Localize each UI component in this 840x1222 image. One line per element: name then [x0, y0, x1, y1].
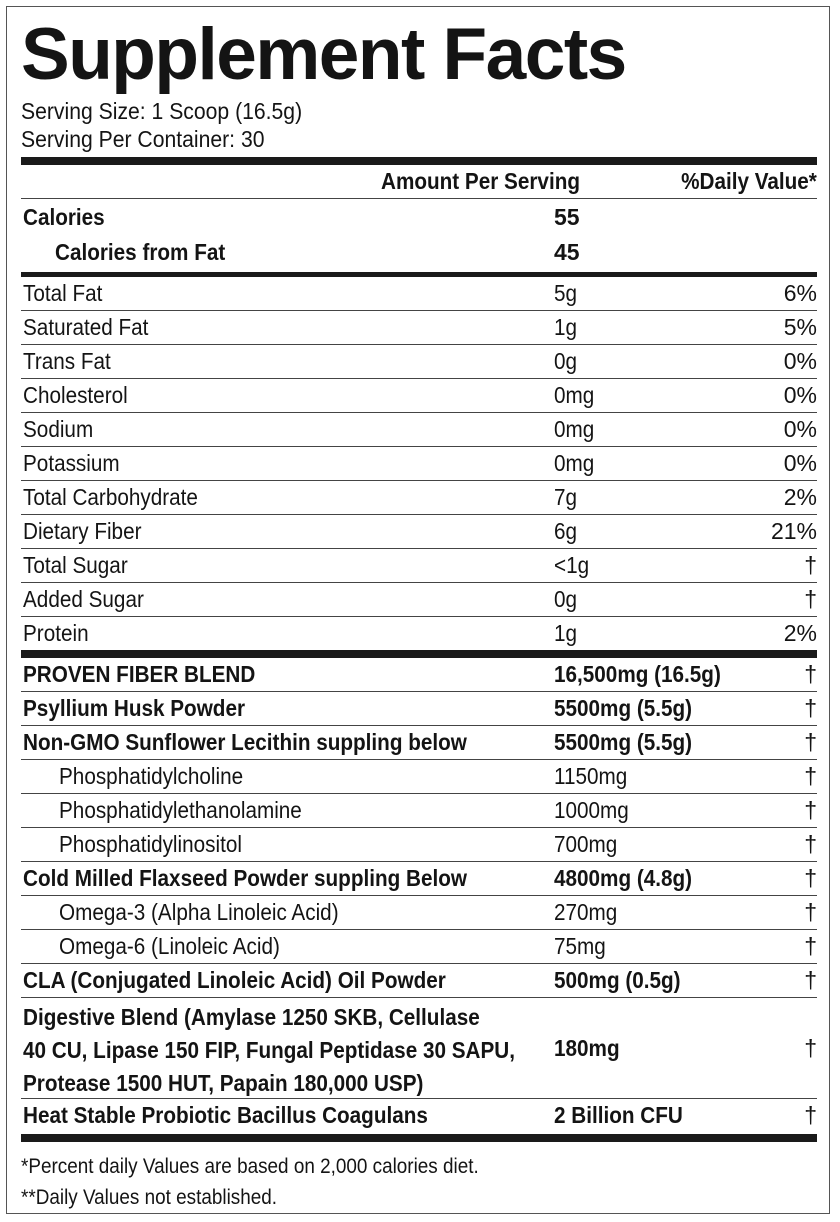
- table-row: [21, 794, 817, 827]
- row-name: Total Fat: [23, 280, 103, 306]
- table-row: [21, 964, 817, 997]
- table-row: [21, 726, 817, 759]
- calories-row: [21, 201, 817, 234]
- row-name: Saturated Fat: [23, 314, 149, 340]
- row-daily-value: 0%: [783, 382, 817, 408]
- servings-per-container: Serving Per Container: 30: [21, 126, 265, 152]
- row-name: Cholesterol: [23, 382, 128, 408]
- row-daily-value: †: [804, 552, 817, 578]
- row-daily-value: †: [804, 899, 817, 925]
- table-row: [21, 345, 817, 378]
- row-daily-value: 0%: [783, 348, 817, 374]
- row-name: Sodium: [23, 416, 94, 442]
- table-row: [21, 515, 817, 548]
- row-daily-value: †: [804, 797, 817, 823]
- table-row: [21, 413, 817, 446]
- row-daily-value: 21%: [770, 518, 817, 544]
- digestive-blend-amount: 180mg: [554, 1035, 620, 1061]
- probiotic-name: Heat Stable Probiotic Bacillus Coagulans: [23, 1102, 428, 1128]
- row-daily-value: 6%: [783, 280, 817, 306]
- row-daily-value: †: [804, 865, 817, 891]
- table-row: [21, 760, 817, 793]
- row-amount: 0g: [554, 348, 578, 374]
- row-name: Cold Milled Flaxseed Powder suppling Below: [23, 865, 467, 891]
- row-amount: 16,500mg (16.5g): [554, 661, 721, 687]
- divider-thick: [21, 1134, 817, 1142]
- supplement-facts-panel: [6, 6, 830, 1214]
- table-row: [21, 549, 817, 582]
- row-amount: 0g: [554, 586, 578, 612]
- row-daily-value: †: [804, 831, 817, 857]
- table-row: [21, 617, 817, 650]
- row-amount: 5500mg (5.5g): [554, 695, 693, 721]
- row-daily-value: †: [804, 967, 817, 993]
- calories-from-fat-label: Calories from Fat: [55, 239, 226, 265]
- table-row: [21, 658, 817, 691]
- digestive-blend-name: Digestive Blend (Amylase 1250 SKB, Cellulase 40 CU, Lipase 150 FIP, Fungal Peptidase 30 SAPU, Protease 1500 HUT, Papain 180,000 USP): [23, 1004, 516, 1096]
- row-name: Total Sugar: [23, 552, 128, 578]
- row-amount: 700mg: [554, 831, 618, 857]
- table-row: [21, 481, 817, 514]
- nutrient-list: [21, 277, 817, 650]
- row-name: Added Sugar: [23, 586, 144, 612]
- footnote-not-established: **Daily Values not established.: [21, 1186, 278, 1209]
- column-header: [21, 165, 817, 198]
- panel-content: [21, 7, 817, 1213]
- calories-label: Calories: [23, 204, 105, 230]
- table-row: [21, 311, 817, 344]
- digestive-blend-dagger: †: [804, 1035, 817, 1061]
- calories-amount: 55: [554, 204, 580, 230]
- row-daily-value: †: [804, 586, 817, 612]
- row-name: Total Carbohydrate: [23, 484, 198, 510]
- probiotic-amount: 2 Billion CFU: [554, 1102, 683, 1128]
- divider-thick: [21, 157, 817, 165]
- row-name: Protein: [23, 620, 89, 646]
- row-amount: 5500mg (5.5g): [554, 729, 693, 755]
- digestive-blend-row: [21, 998, 817, 1098]
- row-name: Trans Fat: [23, 348, 111, 374]
- table-row: [21, 379, 817, 412]
- row-name: Dietary Fiber: [23, 518, 142, 544]
- table-row: [21, 692, 817, 725]
- row-daily-value: 2%: [783, 620, 817, 646]
- row-daily-value: †: [804, 763, 817, 789]
- row-name: Non-GMO Sunflower Lecithin suppling below: [23, 729, 467, 755]
- row-daily-value: 0%: [783, 416, 817, 442]
- row-daily-value: 2%: [783, 484, 817, 510]
- row-amount: 4800mg (4.8g): [554, 865, 693, 891]
- table-row: [21, 828, 817, 861]
- blend-list: [21, 658, 817, 998]
- table-row: [21, 930, 817, 963]
- row-amount: 0mg: [554, 416, 595, 442]
- row-amount: 75mg: [554, 933, 606, 959]
- table-row: [21, 896, 817, 929]
- calories-from-fat-row: [21, 236, 817, 269]
- row-daily-value: †: [804, 729, 817, 755]
- row-amount: 0mg: [554, 450, 595, 476]
- footnote-daily-values: *Percent daily Values are based on 2,000 calories diet.: [21, 1155, 479, 1178]
- row-daily-value: 0%: [783, 450, 817, 476]
- row-amount: 270mg: [554, 899, 618, 925]
- footnotes: [21, 1151, 817, 1213]
- row-daily-value: †: [804, 695, 817, 721]
- table-row: [21, 447, 817, 480]
- row-amount: 1g: [554, 314, 578, 340]
- divider-thick: [21, 650, 817, 658]
- table-row: [21, 583, 817, 616]
- row-name: Psyllium Husk Powder: [23, 695, 246, 721]
- calories-from-fat-amount: 45: [554, 239, 580, 265]
- daily-value-header: %Daily Value*: [681, 168, 817, 194]
- row-name: Potassium: [23, 450, 120, 476]
- row-name: CLA (Conjugated Linoleic Acid) Oil Powder: [23, 967, 446, 993]
- row-name: Phosphatidylethanolamine: [59, 797, 302, 823]
- row-amount: 1000mg: [554, 797, 629, 823]
- row-name: Phosphatidylinositol: [59, 831, 242, 857]
- row-amount: 7g: [554, 484, 578, 510]
- row-amount: 0mg: [554, 382, 595, 408]
- row-name: Omega-6 (Linoleic Acid): [59, 933, 280, 959]
- row-daily-value: †: [804, 933, 817, 959]
- row-name: Phosphatidylcholine: [59, 763, 244, 789]
- row-amount: 1g: [554, 620, 578, 646]
- divider: [21, 198, 817, 199]
- row-amount: 6g: [554, 518, 578, 544]
- probiotic-dagger: †: [804, 1102, 817, 1128]
- row-amount: 1150mg: [554, 763, 628, 789]
- row-daily-value: †: [804, 661, 817, 687]
- serving-size: Serving Size: 1 Scoop (16.5g): [21, 98, 303, 124]
- row-amount: 5g: [554, 280, 578, 306]
- row-name: Omega-3 (Alpha Linoleic Acid): [59, 899, 339, 925]
- row-name: PROVEN FIBER BLEND: [23, 661, 256, 687]
- probiotic-row: [21, 1099, 817, 1132]
- row-amount: <1g: [554, 552, 590, 578]
- row-daily-value: 5%: [783, 314, 817, 340]
- table-row: [21, 277, 817, 310]
- panel-title: Supplement Facts: [21, 14, 626, 95]
- amount-header: Amount Per Serving: [381, 168, 580, 194]
- row-amount: 500mg (0.5g): [554, 967, 681, 993]
- table-row: [21, 862, 817, 895]
